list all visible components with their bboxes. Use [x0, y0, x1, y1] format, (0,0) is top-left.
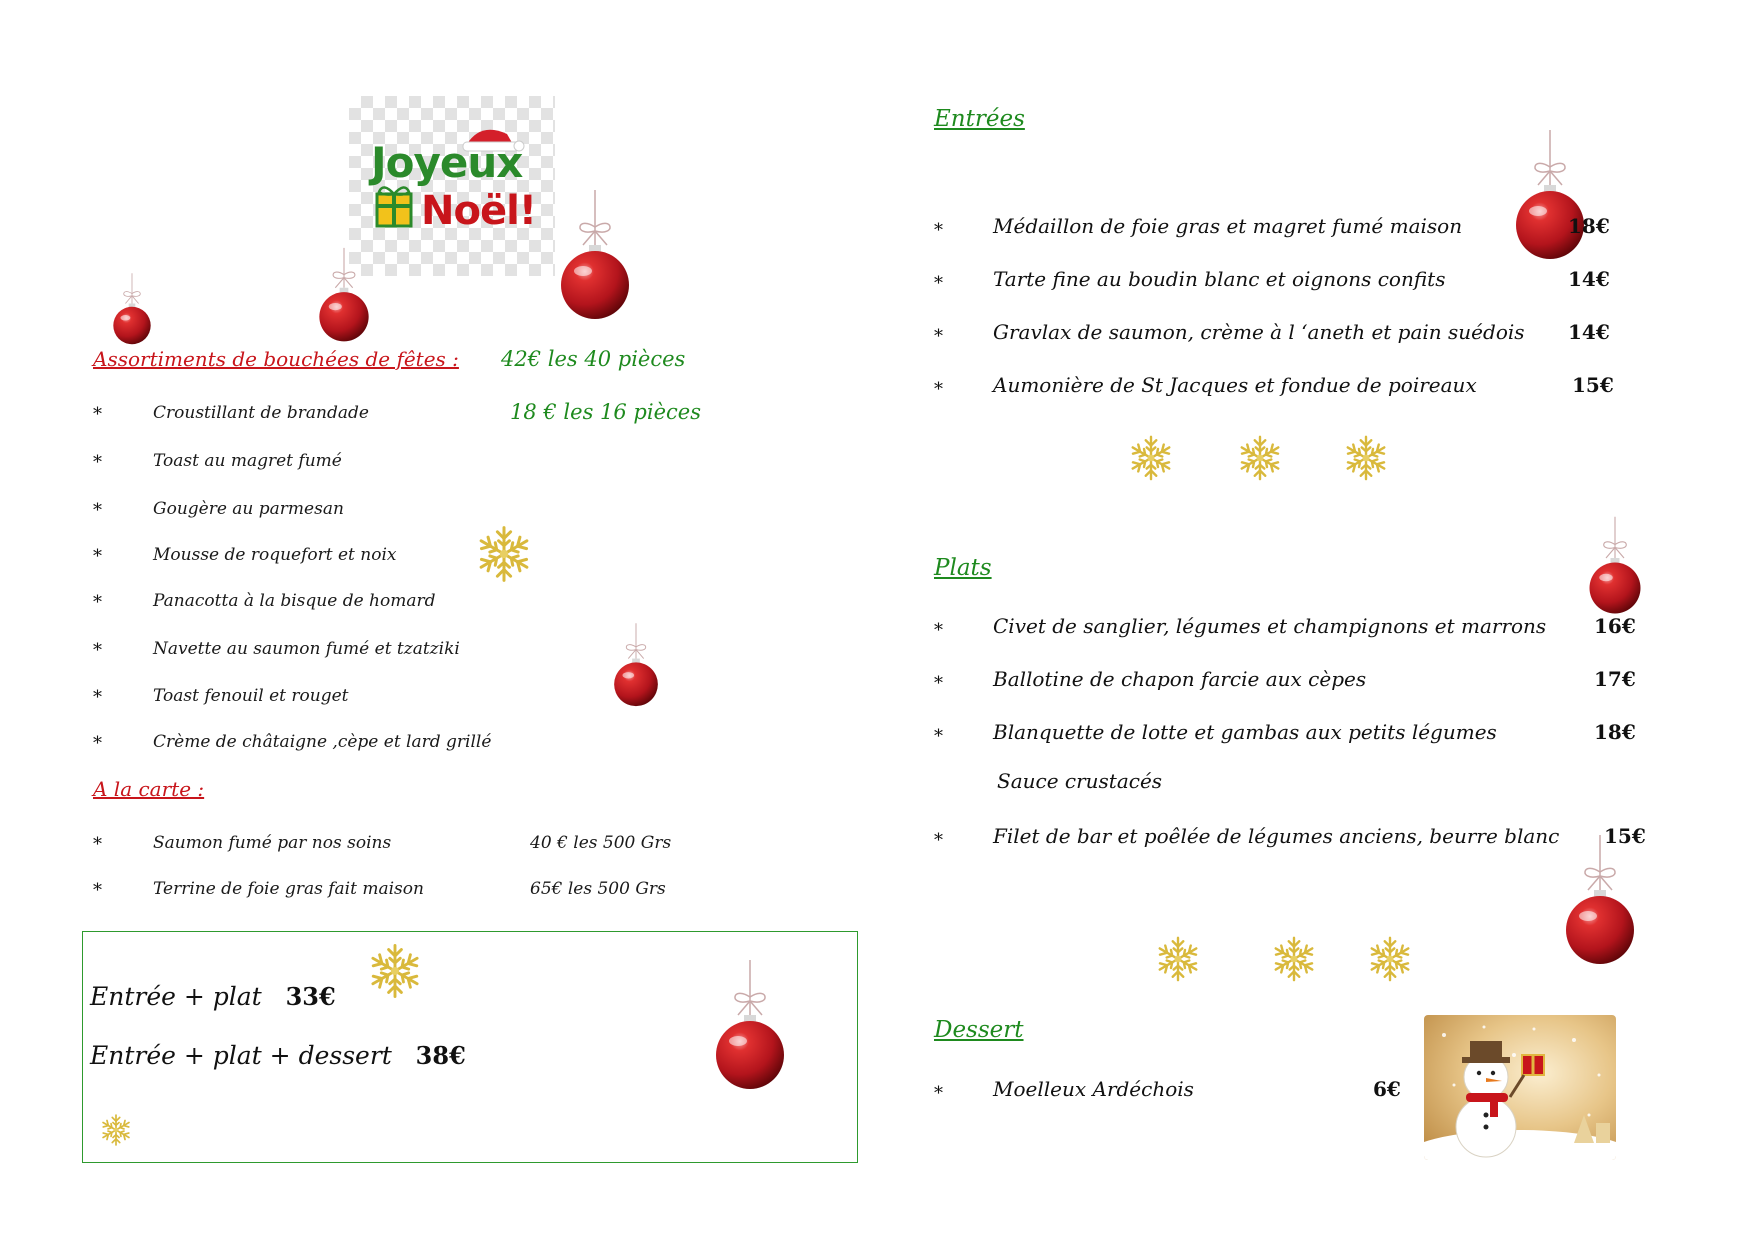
- logo-noel: Noël!: [421, 188, 537, 234]
- bullet-star: *: [93, 834, 102, 855]
- list-item: Panacotta à la bisque de homard: [153, 591, 436, 611]
- item-price: 14€: [1568, 320, 1610, 344]
- joyeux-noel-logo: [349, 96, 555, 276]
- list-item: Gravlax de saumon, crème à l ‘aneth et pain suédois: [993, 320, 1525, 344]
- item-price: 65€ les 500 Grs: [530, 879, 666, 899]
- snowflake-icon: [1366, 935, 1414, 983]
- list-item: Crème de châtaigne ,cèpe et lard grillé: [153, 732, 492, 752]
- item-price: 17€: [1594, 667, 1636, 691]
- formula-label: Entrée + plat: [90, 982, 262, 1011]
- list-item: Croustillant de brandade: [153, 403, 369, 423]
- dessert-title: Dessert: [934, 1017, 1024, 1043]
- ornament-icon: [1560, 830, 1640, 970]
- ornament-icon: [610, 620, 662, 710]
- snowflake-icon: [1154, 935, 1202, 983]
- list-item: Moelleux Ardéchois: [993, 1077, 1194, 1101]
- snowman-image: [1424, 1015, 1616, 1160]
- gift-icon: [377, 187, 411, 226]
- bullet-star: *: [93, 687, 102, 708]
- ornament-icon: [555, 185, 635, 325]
- list-item: Filet de bar et poêlée de légumes anciens, beurre blanc: [993, 824, 1560, 848]
- bullet-star: *: [93, 546, 102, 567]
- list-item: Navette au saumon fumé et tzatziki: [153, 639, 460, 659]
- list-item: Aumonière de St Jacques et fondue de poireaux: [993, 373, 1477, 397]
- bullet-star: *: [934, 379, 943, 400]
- bullet-star: *: [934, 620, 943, 641]
- formula-label: Entrée + plat + dessert: [90, 1041, 392, 1070]
- snowflake-icon: [1127, 434, 1175, 482]
- snowman-icon: [1424, 1015, 1616, 1160]
- bullet-star: *: [934, 326, 943, 347]
- list-item: Gougère au parmesan: [153, 499, 344, 519]
- formula-item: [90, 1041, 466, 1070]
- snowflake-icon: [1236, 434, 1284, 482]
- bullet-star: *: [93, 640, 102, 661]
- logo-joyeux: Joyeux: [371, 138, 523, 187]
- list-item: Toast au magret fumé: [153, 451, 342, 471]
- list-item: Toast fenouil et rouget: [153, 686, 349, 706]
- formula-item: [90, 982, 336, 1011]
- ornament-icon: [1585, 513, 1645, 618]
- list-item: Blanquette de lotte et gambas aux petits légumes: [993, 720, 1497, 744]
- item-price: 14€: [1568, 267, 1610, 291]
- carte-title: A la carte :: [93, 777, 205, 801]
- entrees-title: Entrées: [934, 106, 1025, 132]
- list-item: Médaillon de foie gras et magret fumé maison: [993, 214, 1463, 238]
- bullet-star: *: [93, 592, 102, 613]
- item-price: 16€: [1594, 614, 1636, 638]
- bullet-star: *: [934, 220, 943, 241]
- bullet-star: *: [93, 500, 102, 521]
- bullet-star: *: [934, 1083, 943, 1104]
- list-item: Ballotine de chapon farcie aux cèpes: [993, 667, 1367, 691]
- item-price: 15€: [1572, 373, 1614, 397]
- bullet-star: *: [934, 273, 943, 294]
- bullet-star: *: [934, 673, 943, 694]
- bullet-star: *: [93, 733, 102, 754]
- item-price: 40 € les 500 Grs: [530, 833, 672, 853]
- list-item: Tarte fine au boudin blanc et oignons confits: [993, 267, 1446, 291]
- formula-price: 33€: [285, 982, 336, 1011]
- bullet-star: *: [93, 404, 102, 425]
- list-item: Terrine de foie gras fait maison: [153, 879, 424, 899]
- item-price: 18€: [1594, 720, 1636, 744]
- item-price: 18 € les 16 pièces: [510, 400, 701, 424]
- ornament-icon: [1510, 125, 1590, 265]
- bullet-star: *: [93, 880, 102, 901]
- list-item: Saumon fumé par nos soins: [153, 833, 392, 853]
- item-price: 6€: [1373, 1077, 1401, 1101]
- item-price: 15€: [1604, 824, 1646, 848]
- list-item: Civet de sanglier, légumes et champignons et marrons: [993, 614, 1547, 638]
- ornament-icon: [315, 244, 373, 346]
- formula-price: 38€: [415, 1041, 466, 1070]
- assortiment-title: Assortiments de bouchées de fêtes :: [93, 347, 459, 371]
- snowflake-icon: [474, 524, 534, 584]
- list-item-subtitle: Sauce crustacés: [997, 769, 1163, 793]
- bullet-star: *: [934, 830, 943, 851]
- item-price: 18€: [1568, 214, 1610, 238]
- bullet-star: *: [93, 452, 102, 473]
- assortiment-price: 42€ les 40 pièces: [501, 347, 686, 371]
- ornament-icon: [110, 270, 154, 348]
- bullet-star: *: [934, 726, 943, 747]
- snowflake-icon: [1270, 935, 1318, 983]
- plats-title: Plats: [934, 555, 992, 581]
- snowflake-icon: [1342, 434, 1390, 482]
- list-item: Mousse de roquefort et noix: [153, 545, 397, 565]
